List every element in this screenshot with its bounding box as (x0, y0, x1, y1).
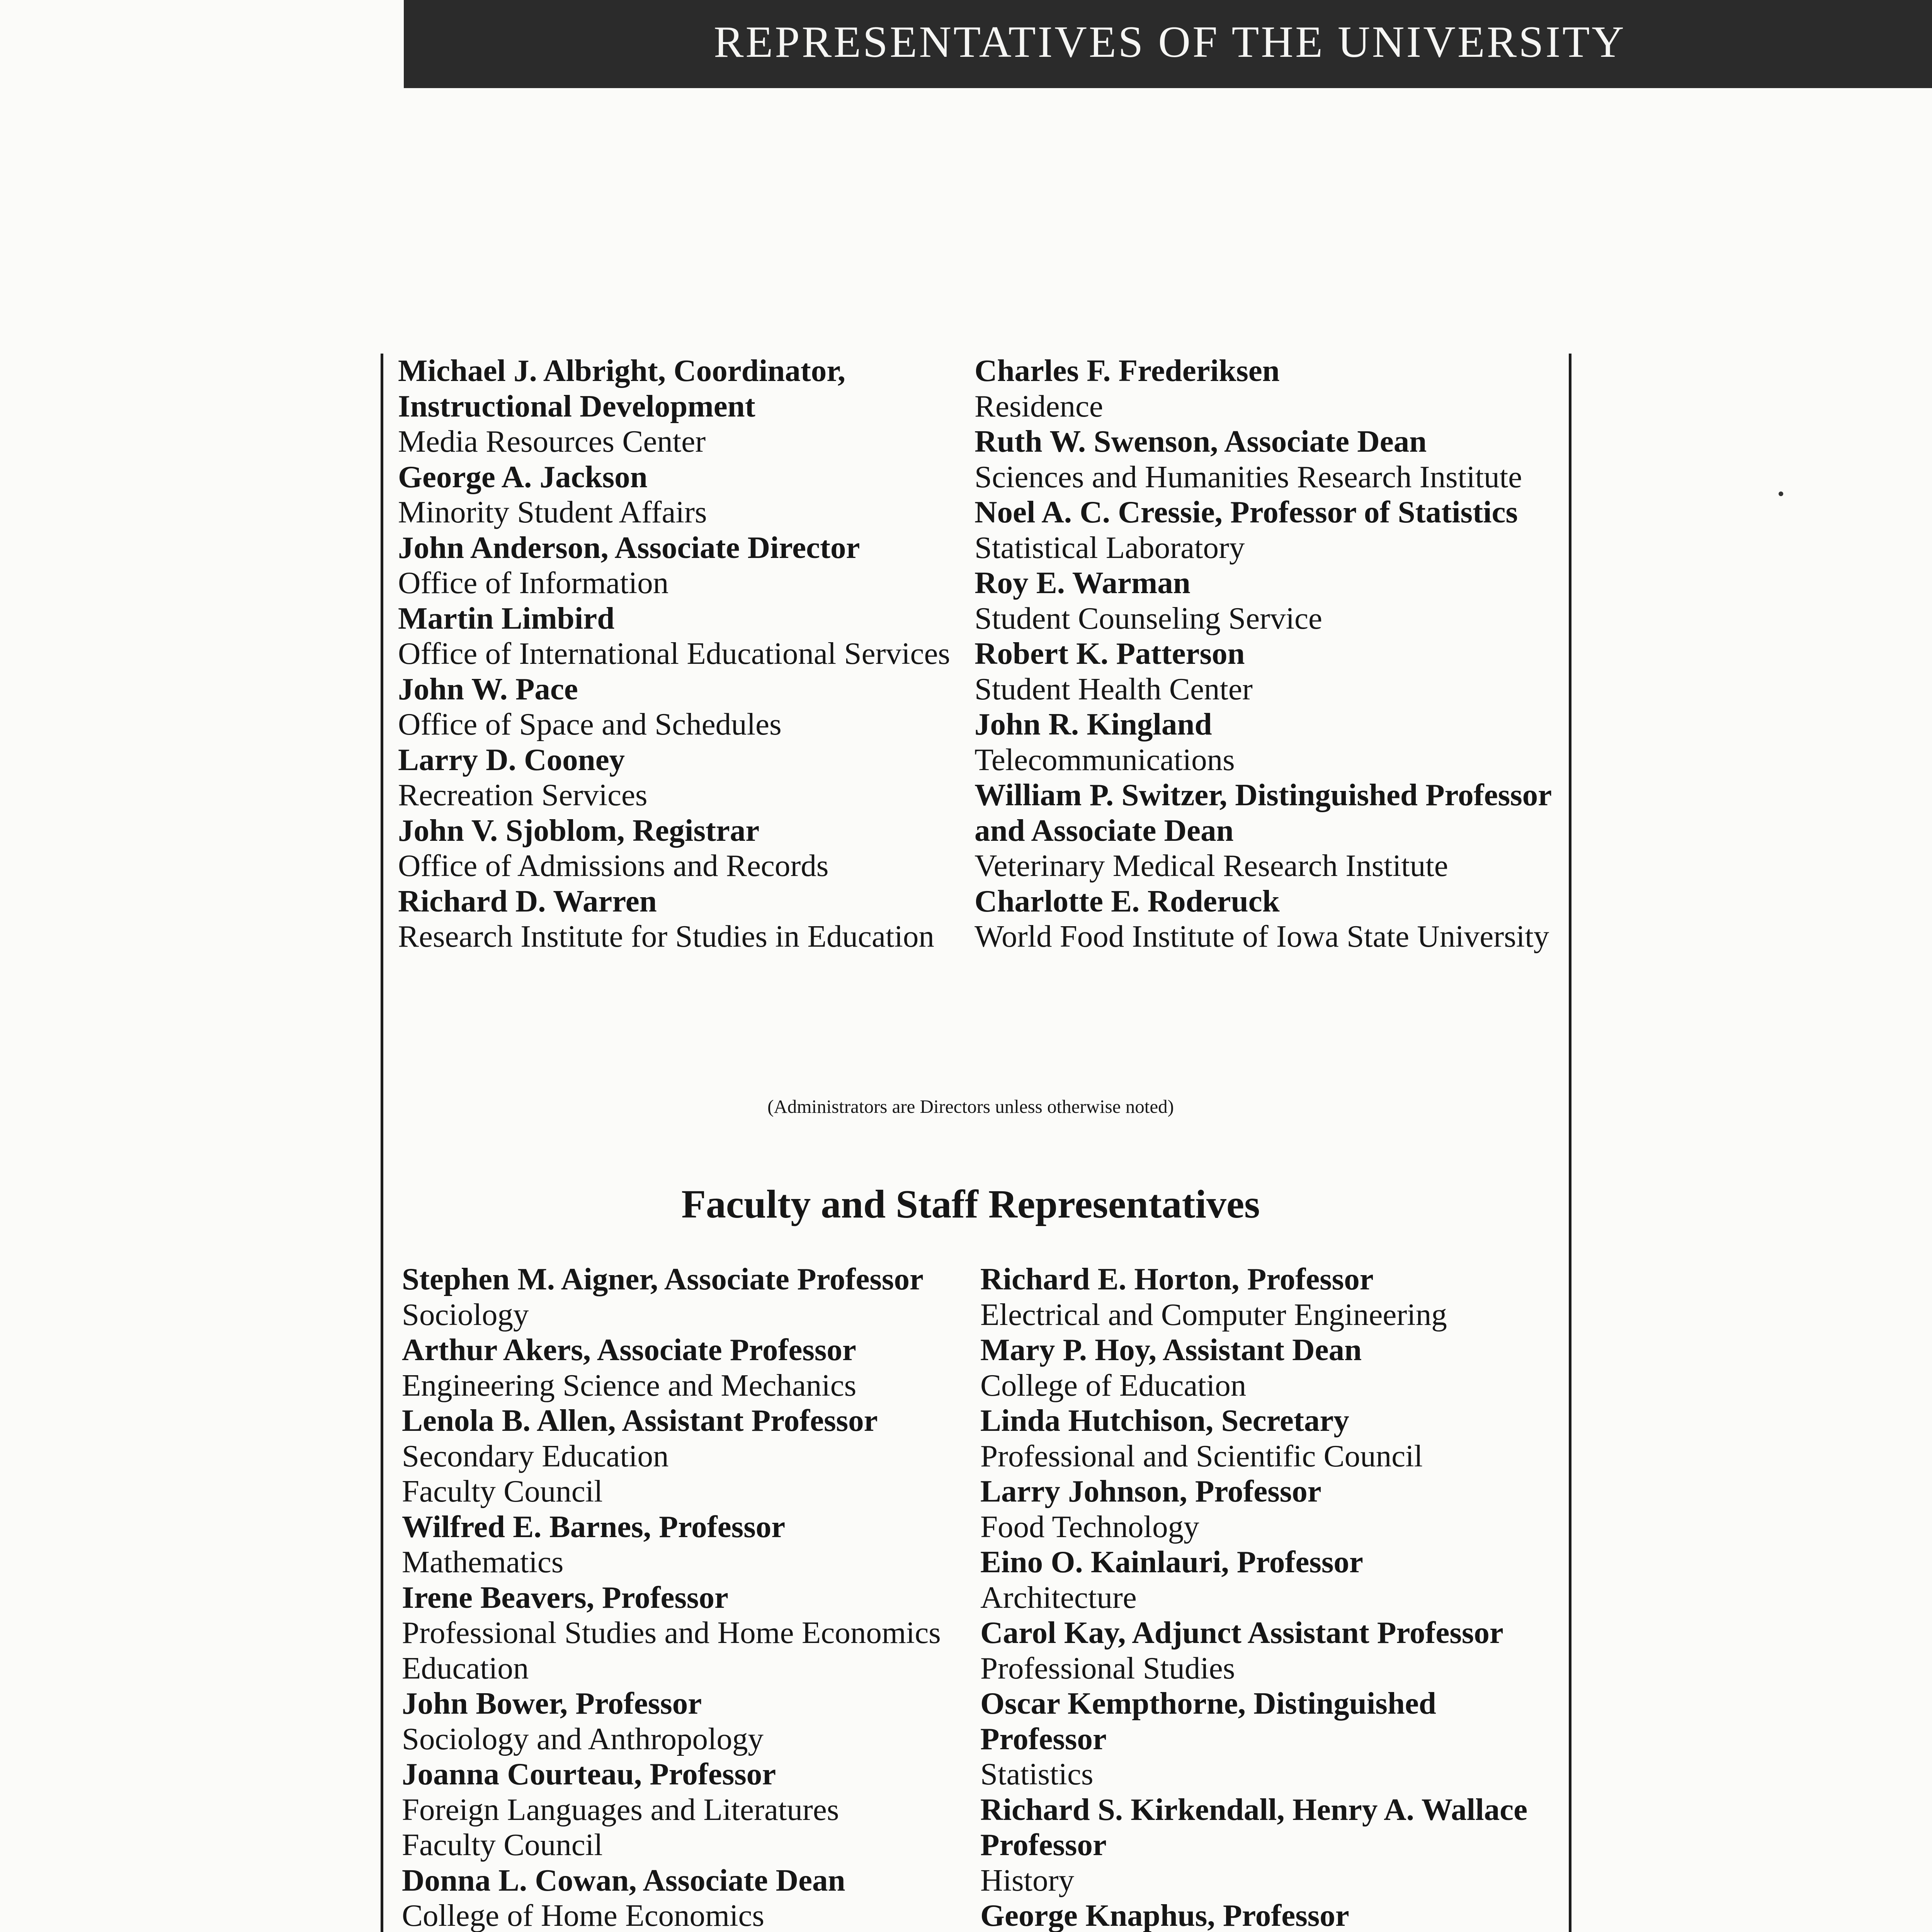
representative-unit: Professional Studies and Home Economics Education (402, 1615, 941, 1685)
representative-name: John V. Sjoblom, Registrar (398, 813, 760, 848)
representative-name: Roy E. Warman (975, 565, 1190, 600)
representative-entry (398, 601, 978, 672)
representative-entry (975, 424, 1554, 495)
scan-speck (1779, 492, 1783, 496)
representative-entry (402, 1863, 981, 1932)
left-rule (381, 354, 383, 1932)
representative-name: Mary P. Hoy, Assistant Dean (980, 1332, 1362, 1367)
representative-entry (975, 636, 1554, 707)
representative-name: George A. Jackson (398, 459, 648, 494)
representative-entry (398, 884, 978, 954)
representative-entry (975, 353, 1554, 424)
representative-entry (398, 459, 978, 530)
representative-unit: Recreation Services (398, 777, 648, 812)
representative-name: Michael J. Albright, Coordinator, Instructional Development (398, 353, 846, 423)
representative-unit: Sociology and Anthropology (402, 1721, 764, 1756)
representative-name: Richard D. Warren (398, 883, 657, 918)
representative-unit: Student Counseling Service (975, 600, 1322, 636)
representative-unit: Media Resources Center (398, 424, 706, 459)
banner-title: REPRESENTATIVES OF THE UNIVERSITY (714, 17, 1626, 67)
representative-name: Noel A. C. Cressie, Professor of Statistics (975, 495, 1518, 529)
representative-unit: Sciences and Humanities Research Institute (975, 459, 1522, 494)
representative-entry (980, 1332, 1560, 1403)
representative-name: Robert K. Patterson (975, 636, 1245, 671)
representative-entry (975, 884, 1554, 954)
representative-name: Richard S. Kirkendall, Henry A. Wallace Professor (980, 1792, 1528, 1862)
representative-unit: Faculty Council (402, 1474, 603, 1509)
admin-right-column (975, 353, 1554, 954)
representative-unit: Minority Student Affairs (398, 495, 707, 529)
representative-name: John Bower, Professor (402, 1686, 702, 1721)
representative-entry (980, 1262, 1560, 1332)
representative-unit: Foreign Languages and Literatures (402, 1792, 839, 1827)
representative-entry (975, 777, 1554, 884)
representative-name: Arthur Akers, Associate Professor (402, 1332, 856, 1367)
representative-entry (980, 1474, 1560, 1544)
faculty-left-column (402, 1262, 981, 1932)
representative-entry (980, 1615, 1560, 1686)
representative-unit: Veterinary Medical Research Institute (975, 848, 1448, 883)
representative-unit: Residence (975, 388, 1103, 423)
representative-entry (980, 1403, 1560, 1474)
representative-unit: Statistics (980, 1757, 1094, 1791)
representative-name: Irene Beavers, Professor (402, 1580, 729, 1615)
representative-unit: Engineering Science and Mechanics (402, 1367, 857, 1403)
representative-name: Linda Hutchison, Secretary (980, 1403, 1349, 1438)
representative-entry (980, 1898, 1560, 1932)
representative-entry (402, 1580, 981, 1686)
representative-unit: College of Education (980, 1367, 1247, 1403)
representative-entry (402, 1332, 981, 1403)
representative-name: Ruth W. Swenson, Associate Dean (975, 424, 1427, 459)
representative-entry (975, 495, 1554, 565)
representative-unit: Mathematics (402, 1544, 564, 1579)
representative-unit: Telecommunications (975, 742, 1235, 777)
representative-name: Charles F. Frederiksen (975, 353, 1280, 388)
administrators-note: (Administrators are Directors unless otherwise noted) (767, 1096, 1174, 1117)
representative-unit: College of Home Economics (402, 1898, 765, 1932)
representative-name: Stephen M. Aigner, Associate Professor (402, 1262, 923, 1296)
representative-entry (980, 1792, 1560, 1898)
representative-entry (398, 742, 978, 813)
representative-entry (398, 530, 978, 601)
faculty-right-column (980, 1262, 1560, 1932)
representative-name: Martin Limbird (398, 600, 615, 636)
admin-left-column (398, 353, 978, 954)
representative-unit: History (980, 1862, 1074, 1898)
representative-entry (398, 813, 978, 884)
representative-unit: Office of Space and Schedules (398, 707, 782, 742)
representative-name: Richard E. Horton, Professor (980, 1262, 1374, 1296)
representative-entry (980, 1544, 1560, 1615)
representative-entry (402, 1509, 981, 1580)
representative-name: Joanna Courteau, Professor (402, 1757, 776, 1791)
representative-unit: Professional Studies (980, 1650, 1235, 1685)
representative-unit: Office of Admissions and Records (398, 848, 829, 883)
representative-unit: Office of Information (398, 565, 669, 600)
representative-unit: Food Technology (980, 1509, 1199, 1544)
representative-entry (398, 353, 978, 459)
representative-unit: Architecture (980, 1580, 1137, 1615)
representative-unit: Faculty Council (402, 1827, 603, 1862)
faculty-section-title: Faculty and Staff Representatives (681, 1182, 1260, 1226)
representative-name: George Knaphus, Professor (980, 1898, 1349, 1932)
representative-unit: Statistical Laboratory (975, 530, 1245, 565)
right-rule (1569, 354, 1571, 1932)
representative-unit: Professional and Scientific Council (980, 1438, 1423, 1473)
representative-name: Oscar Kempthorne, Distinguished Professor (980, 1686, 1436, 1756)
representative-name: Carol Kay, Adjunct Assistant Professor (980, 1615, 1503, 1650)
representative-entry (402, 1403, 981, 1509)
representative-name: William P. Switzer, Distinguished Professor and Associate Dean (975, 777, 1551, 848)
representative-entry (402, 1757, 981, 1863)
representative-unit: Sociology (402, 1297, 529, 1332)
representative-name: Eino O. Kainlauri, Professor (980, 1544, 1363, 1579)
representative-unit: Office of International Educational Services (398, 636, 950, 671)
representative-unit: Student Health Center (975, 671, 1253, 706)
representative-unit: World Food Institute of Iowa State University (975, 919, 1549, 954)
representative-unit: Electrical and Computer Engineering (980, 1297, 1447, 1332)
representative-name: John R. Kingland (975, 707, 1212, 742)
representative-entry (980, 1686, 1560, 1792)
representative-name: Wilfred E. Barnes, Professor (402, 1509, 786, 1544)
representative-name: John Anderson, Associate Director (398, 530, 860, 565)
representative-entry (975, 565, 1554, 636)
representative-name: Larry D. Cooney (398, 742, 625, 777)
representative-unit: Research Institute for Studies in Education (398, 919, 934, 954)
representative-name: Charlotte E. Roderuck (975, 883, 1280, 918)
representative-name: Donna L. Cowan, Associate Dean (402, 1862, 845, 1898)
representative-name: Lenola B. Allen, Assistant Professor (402, 1403, 878, 1438)
page-banner (404, 0, 1932, 88)
representative-unit: Secondary Education (402, 1438, 669, 1473)
representative-name: Larry Johnson, Professor (980, 1474, 1321, 1509)
representative-name: John W. Pace (398, 671, 578, 706)
representative-entry (975, 707, 1554, 777)
representative-entry (402, 1686, 981, 1757)
representative-entry (402, 1262, 981, 1332)
representative-entry (398, 672, 978, 742)
